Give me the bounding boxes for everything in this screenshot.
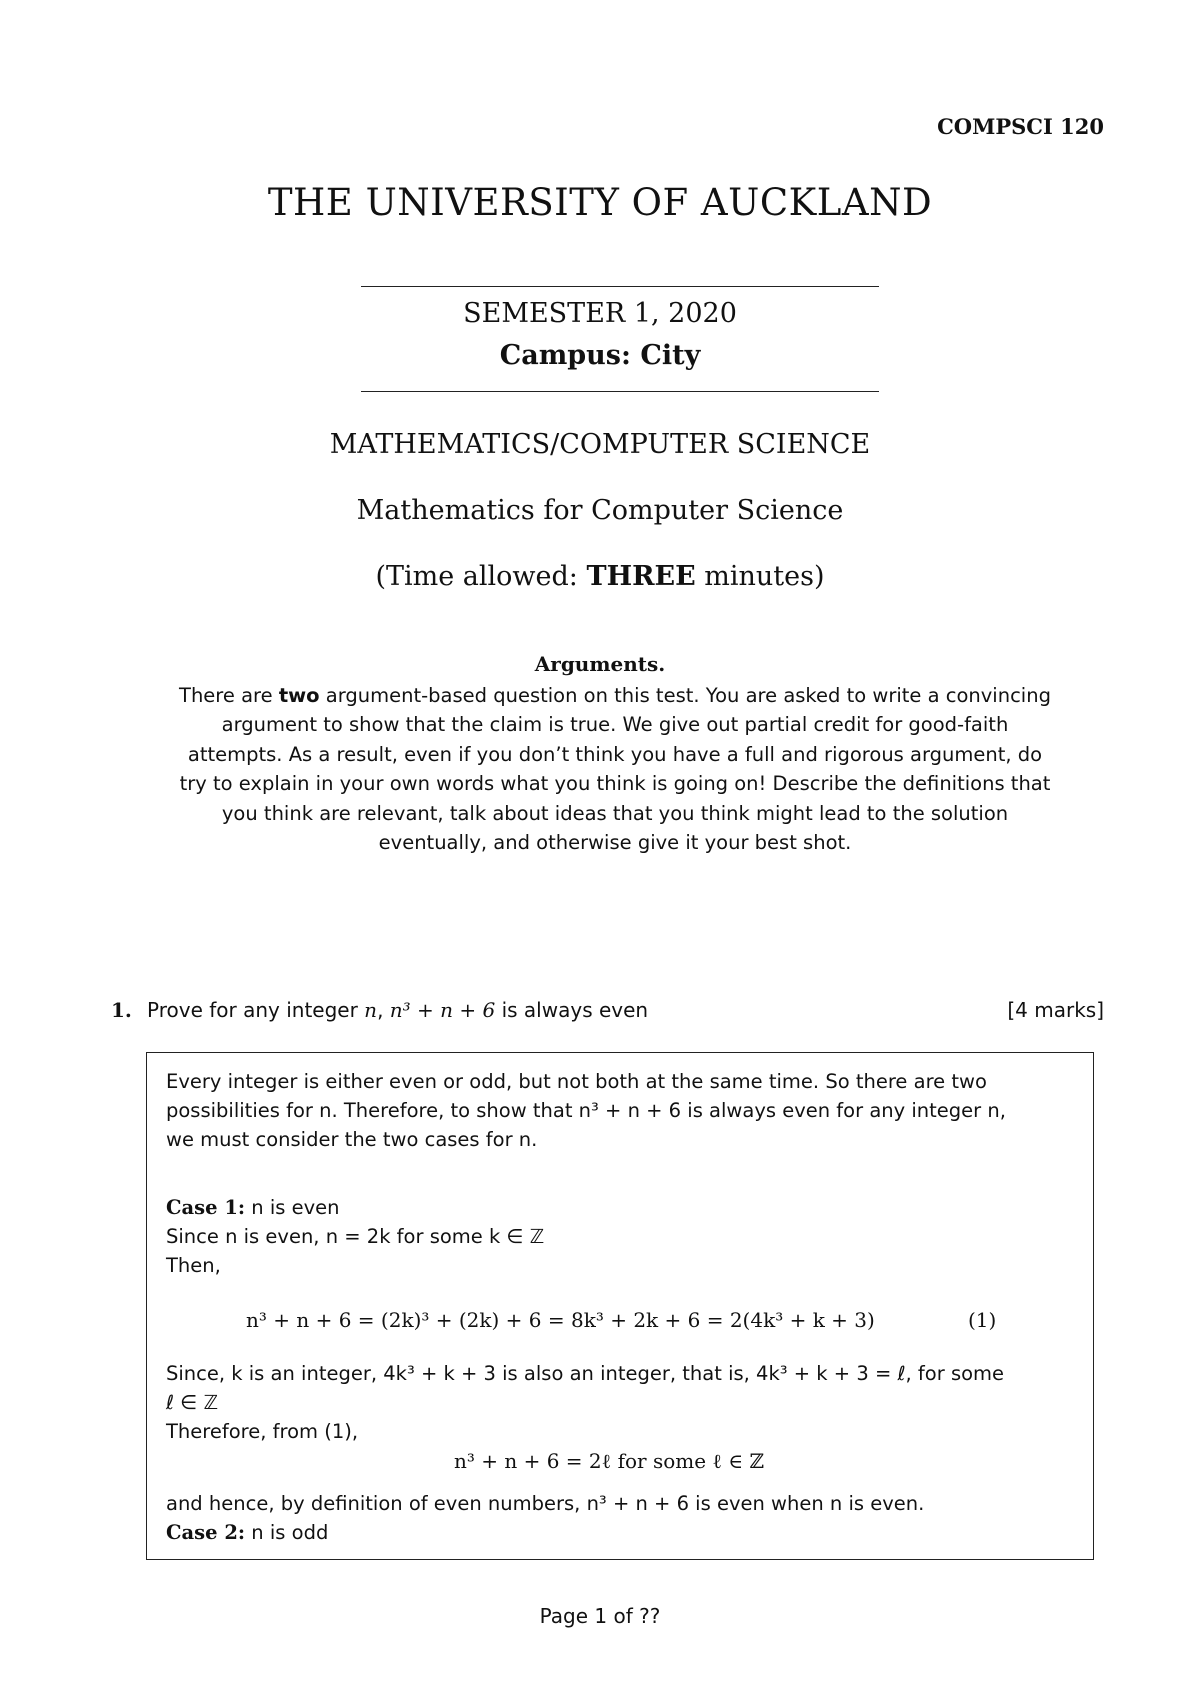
answer-line: Then, xyxy=(166,1254,221,1277)
arguments-line xyxy=(150,681,1080,710)
bottom-rule xyxy=(361,391,879,392)
case-1-text: n is even xyxy=(245,1196,340,1219)
case-1-label: Case 1: xyxy=(166,1196,246,1219)
question-text xyxy=(147,998,648,1022)
question-text-a: Prove for any integer xyxy=(147,998,365,1022)
time-allowed xyxy=(0,561,1200,592)
arguments-line: argument to show that the claim is true. We give out partial credit for good-faith xyxy=(221,713,1009,737)
arguments-line: eventually, and otherwise give it your best shot. xyxy=(378,831,852,855)
course-title: Mathematics for Computer Science xyxy=(356,495,844,526)
arguments-line: you think are relevant, talk about ideas that you think might lead to the solution xyxy=(221,801,1009,825)
arguments-body xyxy=(150,681,1080,857)
case-2-text: n is odd xyxy=(245,1521,329,1544)
case-2-label: Case 2: xyxy=(166,1521,246,1544)
answer-line: Since, k is an integer, 4k³ + k + 3 is also an integer, that is, 4k³ + k + 3 = ℓ, for some xyxy=(166,1362,1005,1385)
equation-1-number: (1) xyxy=(968,1308,997,1332)
question-number: 1. xyxy=(111,998,132,1022)
answer-line: we must consider the two cases for n. xyxy=(166,1128,538,1151)
equation-2: n³ + n + 6 = 2ℓ for some ℓ ∈ ℤ xyxy=(454,1449,765,1473)
equation-1: n³ + n + 6 = (2k)³ + (2k) + 6 = 8k³ + 2k + 6 = 2(4k³ + k + 3) xyxy=(246,1308,875,1332)
campus: Campus: City xyxy=(499,340,701,371)
time-bold: THREE xyxy=(586,561,696,592)
case-2-heading xyxy=(166,1521,328,1544)
answer-line: possibilities for n. Therefore, to show that n³ + n + 6 is always even for any integer n, xyxy=(166,1099,1006,1122)
question-text-b: is always even xyxy=(495,998,649,1022)
answer-line: and hence, by definition of even numbers, n³ + n + 6 is even when n is even. xyxy=(166,1492,925,1515)
semester: SEMESTER 1, 2020 xyxy=(463,298,737,329)
arguments-line1-bold: two xyxy=(278,684,320,707)
time-open: (Time allowed: xyxy=(375,561,587,592)
page-number: Page 1 of ?? xyxy=(539,1604,661,1628)
time-close: minutes) xyxy=(695,561,825,592)
arguments-line1-a: There are xyxy=(179,684,279,707)
arguments-line1-b: argument-based question on this test. You are asked to write a convincing xyxy=(319,684,1051,707)
arguments-heading: Arguments. xyxy=(534,652,666,676)
course-code: COMPSCI 120 xyxy=(937,114,1104,139)
answer-line: Since n is even, n = 2k for some k ∈ ℤ xyxy=(166,1225,545,1248)
question-variable: n xyxy=(364,998,378,1022)
answer-line: Therefore, from (1), xyxy=(166,1420,359,1443)
university-title: THE UNIVERSITY OF AUCKLAND xyxy=(267,181,933,224)
arguments-line: attempts. As a result, even if you don’t think you have a full and rigorous argument, do xyxy=(187,742,1043,766)
question-expression: n³ + n + 6 xyxy=(389,998,496,1022)
arguments-line: try to explain in your own words what you think is going on! Describe the definitions that xyxy=(179,772,1051,796)
subject: MATHEMATICS/COMPUTER SCIENCE xyxy=(329,429,871,460)
question-marks: [4 marks] xyxy=(1007,998,1104,1022)
top-rule xyxy=(361,286,879,287)
answer-line: Every integer is either even or odd, but not both at the same time. So there are two xyxy=(166,1070,987,1093)
case-1-heading xyxy=(166,1196,340,1219)
question-sep: , xyxy=(377,998,390,1022)
answer-line: ℓ ∈ ℤ xyxy=(166,1391,218,1414)
